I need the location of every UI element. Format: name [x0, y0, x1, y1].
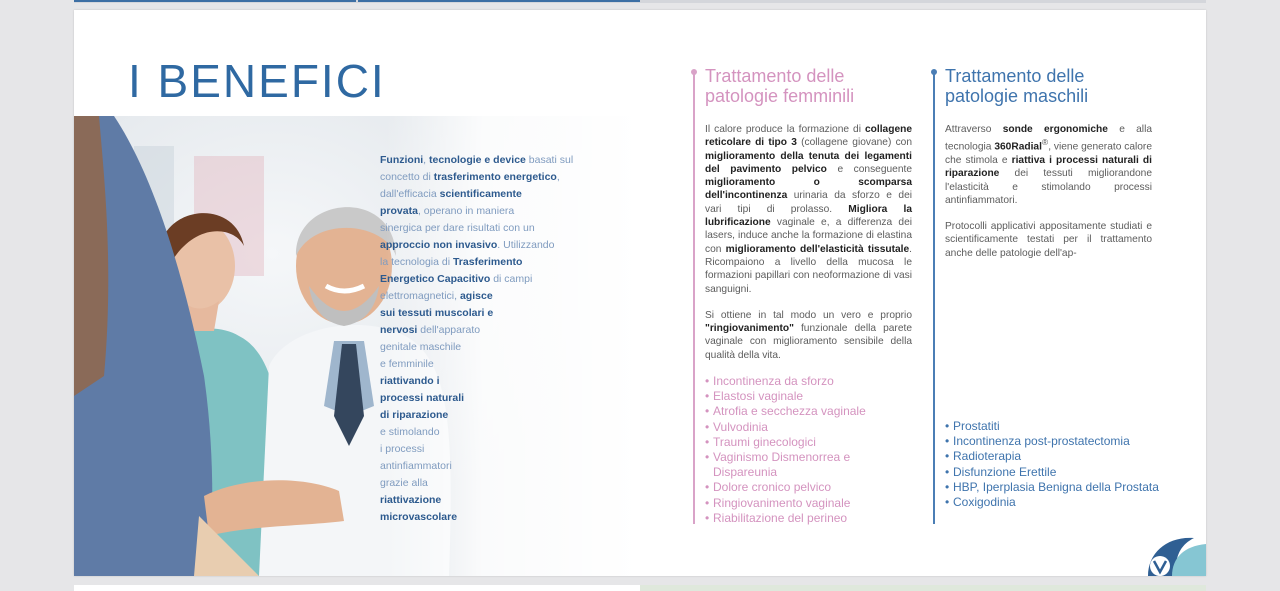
female-section-title: Trattamento delle patologie femminili: [705, 66, 855, 106]
body-text-run: Protocolli applicativi appositamente studiati e scientificamente testati per il trattamento anche delle patologie dell'ap-: [945, 221, 1152, 259]
intro-line: [380, 203, 580, 220]
body-text-run: i processi: [380, 443, 425, 455]
emphasis-text: trasferimento energetico: [433, 171, 557, 183]
emphasis-text: processi naturali: [380, 392, 465, 404]
female-condition-item: • Dolore cronico pelvico: [705, 480, 885, 495]
male-column-rule: [933, 73, 935, 524]
emphasis-text: miglioramento dell'elasticità tissutale: [725, 243, 910, 255]
emphasis-text: tecnologie e device: [429, 154, 526, 166]
body-text-run: elettromagnetici,: [380, 290, 460, 302]
emphasis-text: sonde ergonomiche: [1002, 124, 1108, 135]
body-text-run: . Ricompaiono a livello della mucosa le formazioni papillari con neoformazione di vasi sanguigni.: [705, 243, 912, 295]
body-text-run: e femminile: [380, 358, 434, 370]
top-page-strip: [74, 0, 1206, 3]
emphasis-text: agisce: [459, 290, 493, 302]
intro-line: [380, 475, 580, 492]
emphasis-text: Funzioni: [380, 154, 424, 166]
female-description: [705, 123, 912, 375]
emphasis-text: provata: [380, 205, 418, 217]
body-text-run: sinergica per dare risultati con un: [380, 222, 535, 234]
emphasis-text: riattivazione: [380, 494, 442, 506]
bottom-page-strip: [74, 585, 1206, 591]
body-text-run: di campi: [490, 273, 533, 285]
emphasis-text: sui tessuti muscolari e: [380, 307, 494, 319]
body-text-run: ,: [423, 154, 429, 166]
intro-line: [380, 492, 580, 509]
male-condition-item: • Radioterapia: [945, 449, 1165, 464]
intro-line: [380, 288, 580, 305]
female-condition-item: • Elastosi vaginale: [705, 389, 885, 404]
male-paragraph: [945, 220, 1152, 260]
male-condition-item: • Prostatiti: [945, 419, 1165, 434]
intro-line: [380, 152, 580, 169]
body-text-run: e alla tecnologia: [945, 124, 1152, 153]
female-condition-item: • Ringiovanimento vaginale: [705, 496, 885, 511]
intro-line: [380, 254, 580, 271]
emphasis-text: miglioramento o scomparsa dell'incontinenza: [705, 177, 912, 202]
female-column-rule: [693, 73, 695, 524]
female-paragraph: [705, 309, 912, 362]
body-text-run: dall'efficacia: [380, 188, 440, 200]
female-condition-item: • Traumi ginecologici: [705, 435, 885, 450]
body-text-run: ®: [1041, 137, 1049, 148]
body-text-run: , operano in maniera: [417, 205, 515, 217]
intro-line: [380, 305, 580, 322]
emphasis-text: 360Radial: [994, 141, 1042, 153]
female-condition-item: • Atrofia e secchezza vaginale: [705, 404, 885, 419]
emphasis-text: Energetico Capacitivo: [380, 273, 491, 285]
body-text-run: vaginale e, a differenza dei lasers, induce anche la formazione di elastina con: [705, 217, 912, 255]
emphasis-text: Migliora la lubrificazione: [705, 203, 912, 229]
emphasis-text: "ringiovanimento": [705, 323, 794, 335]
intro-line: [380, 441, 580, 458]
bottom-strip-tint: [640, 585, 1206, 591]
male-condition-item: • Coxigodinia: [945, 495, 1165, 510]
body-text-run: e conseguente: [826, 163, 913, 175]
emphasis-text: microvascolare: [380, 511, 458, 523]
body-text-run: ,: [556, 171, 560, 183]
intro-line: [380, 271, 580, 288]
intro-line: [380, 237, 580, 254]
emphasis-text: miglioramento della tenuta dei legamenti del pavimento pelvico: [705, 150, 912, 175]
body-text-run: Il calore produce la formazione di: [705, 124, 865, 135]
intro-line: [380, 322, 580, 339]
female-condition-item: • Incontinenza da sforzo: [705, 374, 885, 389]
top-strip-accent: [74, 0, 356, 2]
body-text-run: Attraverso: [945, 124, 1003, 135]
male-conditions-list: [945, 419, 1165, 510]
body-text-run: genitale maschile: [380, 341, 462, 353]
female-condition-item: • Riabilitazione del perineo: [705, 511, 885, 526]
male-section-title: Trattamento delle patologie maschili: [945, 66, 1089, 106]
body-text-run: basati sul: [525, 154, 574, 166]
female-condition-item: • Vaginismo Dismenorrea e Dispareunia: [705, 450, 885, 480]
body-text-run: concetto di: [380, 171, 434, 183]
male-paragraph: [945, 123, 1152, 207]
body-text-run: (collagene giovane) con: [796, 137, 912, 149]
male-condition-item: • Disfunzione Erettile: [945, 465, 1165, 480]
body-text-run: , viene generato calore che stimola e: [945, 141, 1152, 166]
intro-line: [380, 356, 580, 373]
emphasis-text: Trasferimento: [452, 256, 523, 268]
emphasis-text: riattiva i processi naturali di riparazione: [945, 154, 1152, 180]
emphasis-text: scientificamente: [439, 188, 522, 200]
intro-line: [380, 509, 580, 526]
intro-line: [380, 186, 580, 203]
top-strip-accent: [358, 0, 640, 2]
intro-line: [380, 339, 580, 356]
intro-line: [380, 458, 580, 475]
body-text-run: urinaria da sforzo e dei vari tipi di prolasso.: [705, 190, 912, 215]
body-text-run: funzionale della parete vaginale con miglioramento sensibile della qualità della vita.: [705, 323, 912, 361]
brochure-page: [74, 10, 1206, 576]
intro-line: [380, 373, 580, 390]
emphasis-text: approccio non invasivo: [380, 239, 498, 251]
intro-line: [380, 407, 580, 424]
intro-line: [380, 390, 580, 407]
male-condition-item: • HBP, Iperplasia Benigna della Prostata: [945, 480, 1165, 495]
emphasis-text: riattivando i: [380, 375, 440, 387]
body-text-run: dell'apparato: [417, 324, 481, 336]
emphasis-text: collagene reticolare di tipo 3: [705, 124, 912, 149]
brand-logo-icon: [1142, 528, 1206, 576]
body-text-run: dei tessuti migliorandone l'elasticità e stimolando processi antinfiammatori.: [945, 168, 1152, 206]
emphasis-text: nervosi: [380, 324, 418, 336]
body-text-run: Si ottiene in tal modo un vero e proprio: [705, 309, 912, 321]
body-text-run: . Utilizzando: [497, 239, 555, 251]
intro-line: [380, 169, 580, 186]
body-text-run: e stimolando: [380, 426, 440, 438]
intro-line: [380, 220, 580, 237]
female-conditions-list: [705, 374, 885, 526]
intro-text: [380, 152, 580, 526]
male-description: [945, 123, 1152, 273]
female-paragraph: [705, 123, 912, 296]
body-text-run: grazie alla: [380, 477, 428, 489]
page-title: I BENEFICI: [128, 55, 386, 107]
male-condition-item: • Incontinenza post-prostatectomia: [945, 434, 1165, 449]
body-text-run: antinfiammatori: [380, 460, 452, 472]
body-text-run: la tecnologia di: [380, 256, 453, 268]
female-condition-item: • Vulvodinia: [705, 420, 885, 435]
intro-line: [380, 424, 580, 441]
emphasis-text: di riparazione: [380, 409, 449, 421]
